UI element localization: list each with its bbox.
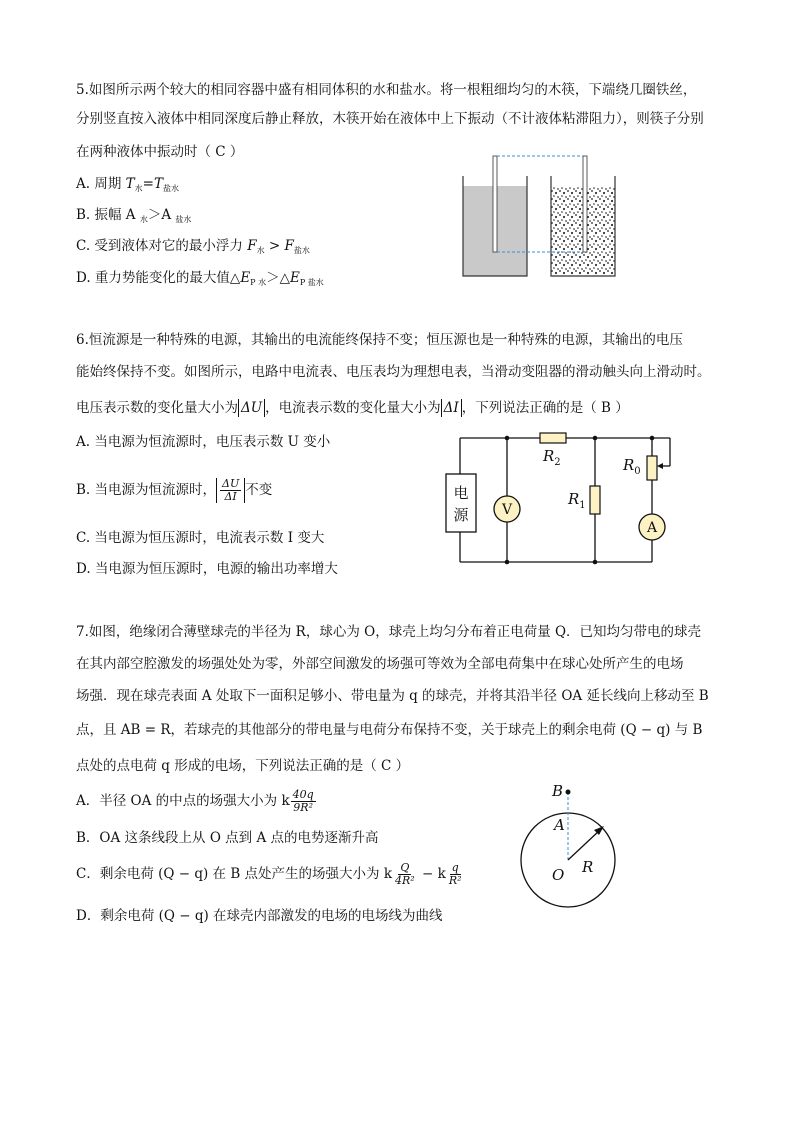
- rheostat-r0: [647, 456, 657, 480]
- r2-label: $R_2$: [543, 447, 561, 468]
- q7-stem-line3: 场强．现在球壳表面 A 处取下一面积足够小、带电量为 q 的球壳，并将其沿半径 OA 延长线向上移动至 B: [76, 688, 709, 704]
- q5-stem-line2: 分别竖直按入液体中相同深度后静止释放，木筷开始在液体中上下振动（不计液体粘滞阻力），则筷子分别: [76, 111, 704, 127]
- q7-sphere-figure: [520, 778, 640, 918]
- q5-stem-line3: 在两种液体中振动时（ C ）: [76, 144, 244, 160]
- q5-option-b: B. 振幅 A $_水$＞A $_{盐水}$: [76, 207, 192, 224]
- q5-option-d: D. 重力势能变化的最大值$\triangle E_{P 水}>\triangle E_{P 盐水}$: [76, 270, 324, 287]
- resistor-r2: [540, 433, 566, 443]
- chopstick-right: [583, 156, 587, 252]
- radius-label: R: [582, 858, 594, 876]
- q6-stem-line3: 电压表示数的变化量大小为 ΔU ，电流表示数的变化量大小为 ΔI ，下列说法正确的是（ B ）: [76, 400, 629, 416]
- ammeter-label: A: [646, 520, 658, 536]
- point-b-dot: [566, 790, 571, 795]
- chopstick-left: [493, 156, 497, 252]
- q7-stem-line5: 点处的点电荷 q 形成的电场，下列说法正确的是（ C ）: [76, 758, 410, 774]
- q7-option-c: C．剩余电荷 (Q − q) 在 B 点处产生的场强大小为 k $\frac{Q}{\text{4R²}}$ − k $\frac{q}{\text{R²}}$: [76, 861, 462, 887]
- junction-dot: [505, 560, 510, 565]
- q6-option-d: D. 当电源为恒压源时，电源的输出功率增大: [76, 561, 338, 577]
- junction-dot: [593, 560, 598, 565]
- junction-dot: [650, 436, 655, 441]
- point-o-label: O: [552, 866, 565, 884]
- q6-stem-line2: 能始终保持不变。如图所示，电路中电流表、电压表均为理想电表，当滑动变阻器的滑动触头向上滑动时。: [76, 364, 711, 380]
- q7-stem-line4: 点，且 AB = R，若球壳的其他部分的带电量与电荷分布保持不变，关于球壳上的剩余电荷 (Q − q) 与 B: [76, 722, 703, 738]
- q7-stem-line1: 7.如图，绝缘闭合薄壁球壳的半径为 R，球心为 O，球壳上均匀分布着正电荷量 Q．已知均匀带电的球壳: [76, 624, 702, 640]
- voltmeter-label: V: [501, 502, 513, 518]
- junction-dot: [505, 436, 510, 441]
- source-label-1: 电: [453, 484, 469, 502]
- q5-option-a: A. 周期 $T_水=T_{盐水}$: [76, 176, 179, 193]
- q6-option-a: A. 当电源为恒流源时，电压表示数 U 变小: [76, 434, 331, 450]
- q6-circuit-figure: [440, 428, 680, 568]
- junction-dot: [593, 436, 598, 441]
- q5-option-c: C. 受到液体对它的最小浮力 $F_水 > F_{盐水}$: [76, 238, 310, 255]
- q7-option-d: D．剩余电荷 (Q − q) 在球壳内部激发的电场的电场线为曲线: [76, 908, 443, 924]
- q7-stem-line2: 在其内部空腔激发的场强处处为零，外部空间激发的场强可等效为全部电荷集中在球心处所产生的电场: [76, 656, 684, 672]
- q5-stem-line1: 5.如图所示两个较大的相同容器中盛有相同体积的水和盐水。将一根粗细均匀的木筷，下端绕几圈铁丝，: [76, 82, 697, 98]
- radius-line: [568, 830, 600, 860]
- q6-stem-line1: 6.恒流源是一种特殊的电源，其输出的电流能终保持不变；恒压源也是一种特殊的电源，其输出的电压: [76, 332, 683, 348]
- point-b-label: B: [552, 782, 564, 800]
- q6-option-b: B. 当电源为恒流源时， $\frac{\Delta U}{\Delta I}$ 不变: [76, 477, 273, 503]
- q7-option-b: B．OA 这条线段上从 O 点到 A 点的电势逐渐升高: [76, 830, 379, 846]
- r0-label: $R_0$: [623, 456, 641, 477]
- q6-option-c: C. 当电源为恒压源时，电流表示数 I 变大: [76, 530, 325, 546]
- resistor-r1: [590, 486, 600, 514]
- q5-containers-figure: [455, 150, 625, 280]
- q7-option-a: A．半径 OA 的中点的场强大小为 k $\frac{40q}{\text{9R²}}$: [76, 788, 314, 814]
- slider-arrow-icon: [657, 463, 663, 469]
- point-a-label: A: [554, 816, 565, 834]
- r1-label: $R_1$: [568, 490, 586, 511]
- source-label-2: 源: [453, 506, 469, 524]
